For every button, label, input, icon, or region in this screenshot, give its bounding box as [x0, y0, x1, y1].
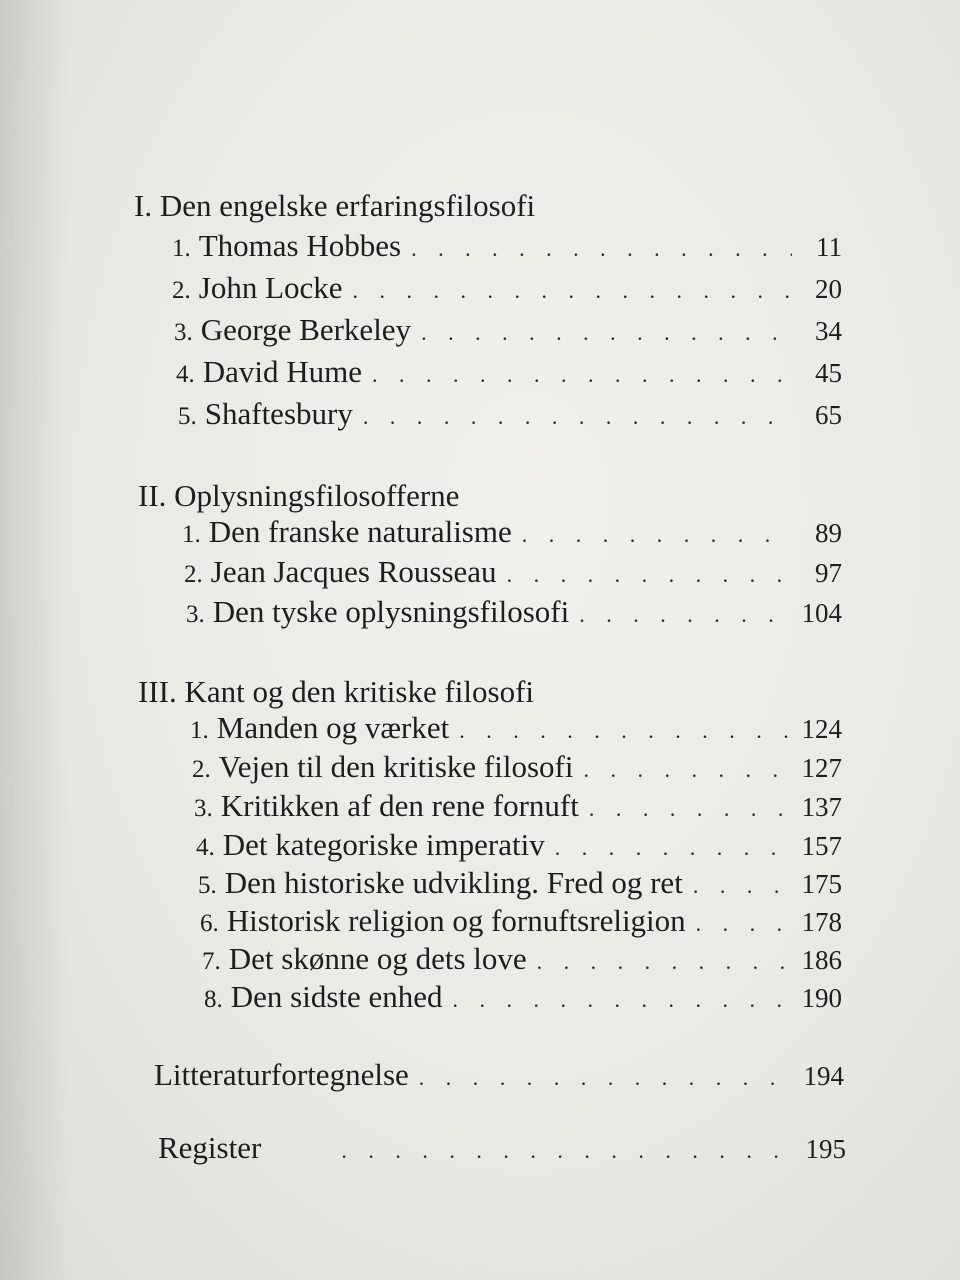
- entry-title: Thomas Hobbes: [198, 228, 402, 263]
- entry-title: Shaftesbury: [204, 396, 353, 431]
- entry-page-number: 20: [815, 274, 842, 304]
- dot-leader: [421, 320, 792, 346]
- toc-entry: [192, 749, 842, 785]
- entry-page-number: 194: [803, 1061, 844, 1091]
- entry-page-number: 104: [801, 598, 842, 628]
- toc-entry: [182, 514, 842, 550]
- toc-entry: [184, 554, 842, 590]
- entry-number: 6.: [200, 910, 219, 937]
- entry-page-number: 157: [801, 831, 842, 861]
- entry-page-number: 127: [801, 753, 842, 783]
- toc-entry: [176, 354, 842, 390]
- dot-leader: [353, 278, 792, 304]
- dot-leader: [507, 562, 792, 588]
- entry-title: Manden og værket: [216, 710, 450, 745]
- entry-page-number: 11: [816, 232, 842, 262]
- entry-title: Det kategoriske imperativ: [222, 827, 545, 862]
- dot-leader: [459, 718, 791, 744]
- entry-number: 1.: [190, 717, 209, 744]
- toc-entry: [172, 270, 842, 306]
- entry-title: Historisk religion og fornuftsreligion: [226, 903, 686, 938]
- entry-title: John Locke: [198, 270, 343, 305]
- toc-entry: [186, 594, 842, 630]
- dot-leader: [522, 522, 792, 548]
- entry-title: Vejen til den kritiske filosofi: [218, 749, 574, 784]
- toc-entry: [190, 710, 842, 746]
- entry-number: 4.: [196, 834, 215, 861]
- entry-number: 5.: [198, 872, 217, 899]
- dot-leader: [589, 796, 792, 822]
- entry-number: 4.: [176, 361, 195, 388]
- section-heading-1: I. Den engelske erfaringsfilosofi: [134, 188, 536, 223]
- entry-number: 5.: [178, 403, 197, 430]
- entry-title: Jean Jacques Rousseau: [210, 554, 497, 589]
- entry-page-number: 34: [815, 316, 842, 346]
- entry-number: 2.: [184, 561, 203, 588]
- entry-title: Den tyske oplysningsfilosofi: [212, 594, 570, 629]
- toc-entry: [174, 312, 842, 348]
- entry-title: Litteraturfortegnelse: [154, 1057, 409, 1092]
- dot-leader: [341, 1138, 795, 1164]
- toc-entry-register: [158, 1130, 846, 1166]
- entry-page-number: 190: [801, 983, 842, 1013]
- dot-leader: [411, 236, 792, 262]
- entry-title: Det skønne og dets love: [228, 941, 527, 976]
- toc-entry: [196, 827, 842, 863]
- toc-entry: [194, 788, 842, 824]
- toc-entry: [172, 228, 842, 264]
- dot-leader: [537, 949, 792, 975]
- entry-title: Register: [158, 1130, 262, 1165]
- dot-leader: [363, 404, 792, 430]
- entry-number: 2.: [172, 277, 191, 304]
- toc-entry: [202, 941, 842, 977]
- dot-leader: [372, 362, 792, 388]
- entry-number: 8.: [204, 986, 223, 1013]
- entry-title: Den sidste enhed: [230, 979, 443, 1014]
- entry-page-number: 45: [815, 358, 842, 388]
- entry-number: 1.: [182, 521, 201, 548]
- entry-number: 7.: [202, 948, 221, 975]
- entry-number: 3.: [174, 319, 193, 346]
- entry-page-number: 65: [815, 400, 842, 430]
- entry-page-number: 195: [805, 1134, 846, 1164]
- entry-title: George Berkeley: [200, 312, 412, 347]
- section-heading-2: II. Oplysningsfilosofferne: [138, 478, 460, 513]
- spine-shadow: [0, 0, 70, 1280]
- dot-leader: [453, 987, 792, 1013]
- entry-title: Den franske naturalisme: [208, 514, 512, 549]
- dot-leader: [555, 835, 792, 861]
- entry-page-number: 89: [815, 518, 842, 548]
- toc-entry: [178, 396, 842, 432]
- entry-title: Den historiske udvikling. Fred og ret: [224, 865, 683, 900]
- entry-number: 3.: [194, 795, 213, 822]
- dot-leader: [696, 911, 792, 937]
- entry-page-number: 97: [815, 558, 842, 588]
- entry-page-number: 124: [801, 714, 842, 744]
- toc-entry: [204, 979, 842, 1015]
- toc-entry: [200, 903, 842, 939]
- dot-leader: [583, 757, 791, 783]
- toc-entry-bibliography: [154, 1057, 844, 1093]
- entry-number: 2.: [192, 756, 211, 783]
- dot-leader: [693, 873, 792, 899]
- dot-leader: [419, 1065, 794, 1091]
- entry-page-number: 175: [801, 869, 842, 899]
- toc-entry: [198, 865, 842, 901]
- section-heading-3: III. Kant og den kritiske filosofi: [138, 674, 535, 709]
- entry-number: 3.: [186, 601, 205, 628]
- entry-title: David Hume: [202, 354, 363, 389]
- dot-leader: [579, 602, 791, 628]
- entry-number: 1.: [172, 235, 191, 262]
- entry-title: Kritikken af den rene fornuft: [220, 788, 579, 823]
- entry-page-number: 137: [801, 792, 842, 822]
- entry-page-number: 186: [801, 945, 842, 975]
- entry-page-number: 178: [801, 907, 842, 937]
